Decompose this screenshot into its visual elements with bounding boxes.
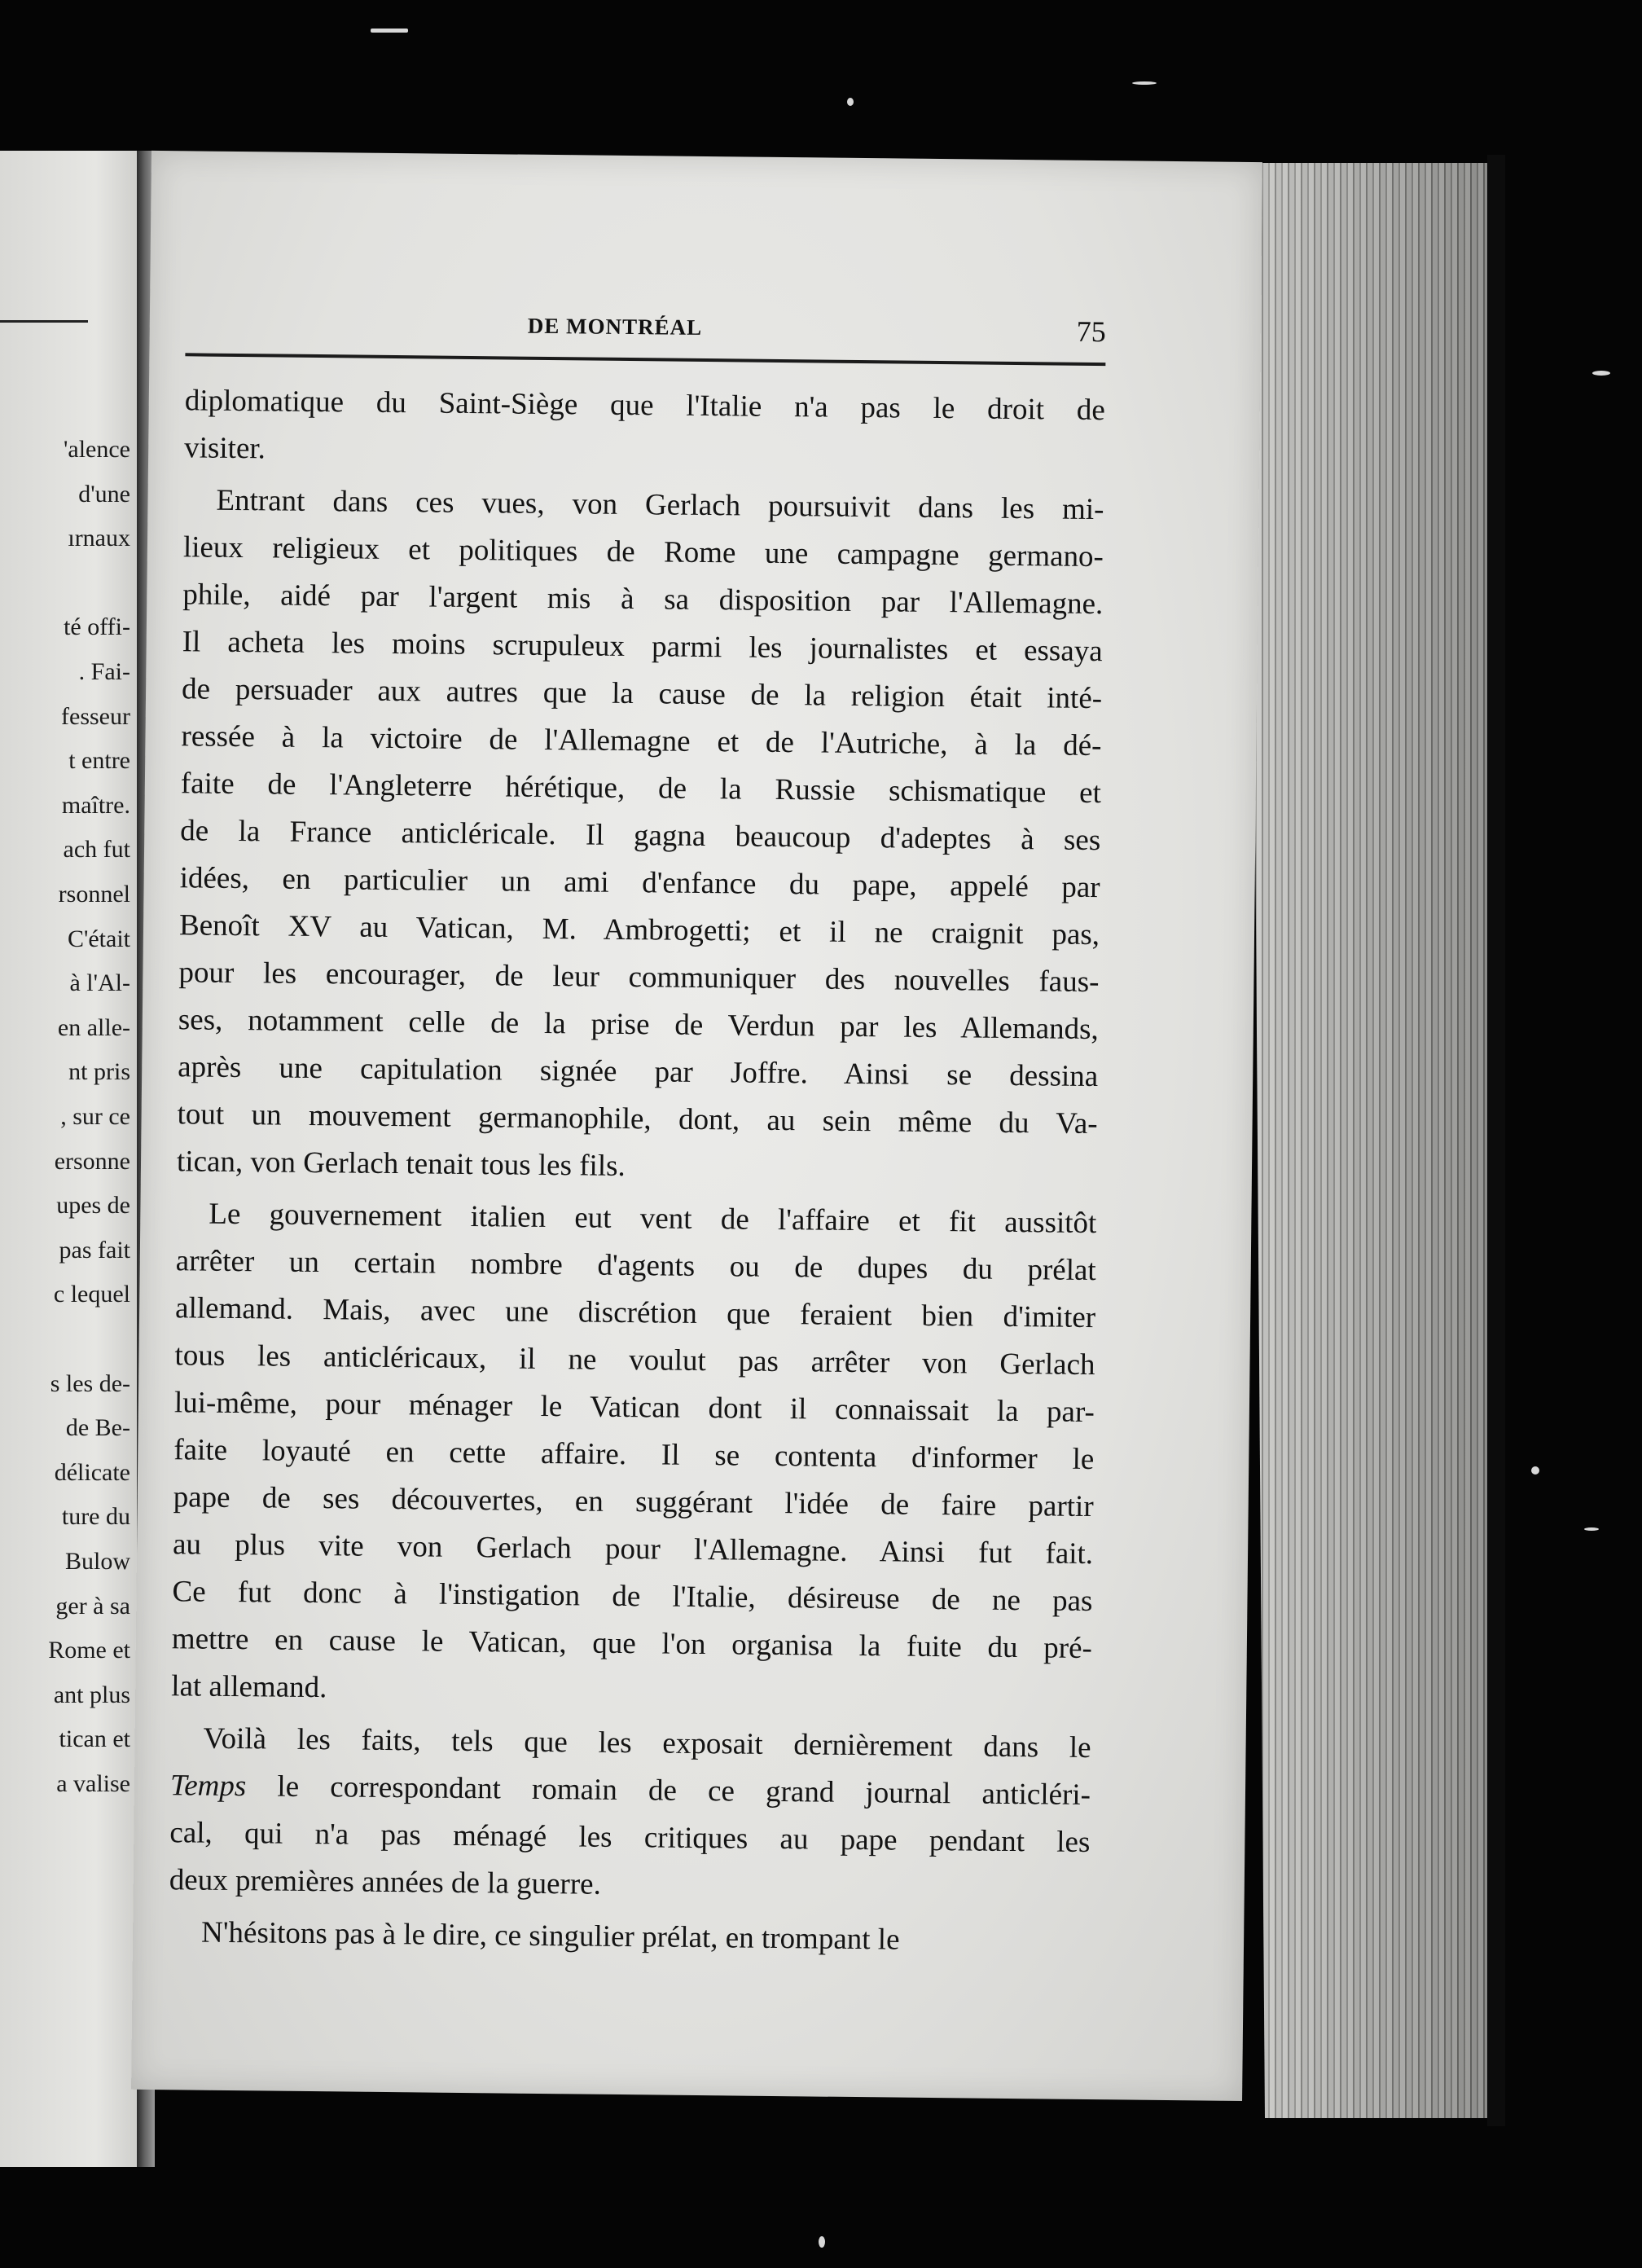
- paragraph: [169, 1909, 1090, 1966]
- paragraph: [184, 377, 1105, 481]
- fore-edge-shading: [1250, 163, 1495, 2118]
- text-line: lieux religieux et politiques de Rome une campagne germano-: [182, 530, 1104, 574]
- text-line: arrêter un certain nombre d'agents ou de dupes du prélat: [175, 1244, 1096, 1288]
- text-line: ses, notamment celle de la prise de Verdun par les Allemands,: [178, 1003, 1100, 1047]
- left-page-line: 'alence: [63, 436, 130, 463]
- left-page-line: d'une: [78, 480, 130, 508]
- text-line: après une capitulation signée par Joffre. Ainsi se dessina: [178, 1050, 1099, 1094]
- paragraph: [169, 1715, 1091, 1914]
- left-page-line: upes de: [56, 1192, 130, 1220]
- text-line: Ce fut donc à l'instigation de l'Italie, désireuse de ne pas: [172, 1575, 1093, 1619]
- speck: [847, 98, 854, 106]
- text-line: faite de l'Angleterre hérétique, de la Russie schismatique et: [180, 767, 1102, 811]
- left-page-line: Rome et: [48, 1637, 130, 1664]
- text-line: deux premières années de la guerre.: [169, 1863, 602, 1901]
- left-page-line: ersonne: [54, 1147, 130, 1175]
- left-page-line: de Be-: [65, 1414, 130, 1442]
- text-line: tican, von Gerlach tenait tous les fils.: [176, 1145, 626, 1184]
- text-line: ressée à la victoire de l'Allemagne et de l'Autriche, à la dé-: [181, 719, 1102, 763]
- left-page-line: délicate: [54, 1458, 130, 1486]
- left-page-line: fesseur: [61, 702, 130, 730]
- text-line: mettre en cause le Vatican, que l'on organisa la fuite du pré-: [171, 1622, 1093, 1666]
- text-line: de persuader aux autres que la cause de la religion était inté-: [181, 672, 1103, 716]
- left-page-line: nt pris: [68, 1058, 130, 1086]
- page-body: [169, 377, 1105, 1971]
- left-page-line: à l'Al-: [69, 969, 130, 997]
- speck: [1132, 81, 1157, 85]
- text-line: faite loyauté en cette affaire. Il se contenta d'informer le: [173, 1433, 1095, 1477]
- text-line: au plus vite von Gerlach pour l'Allemagne. Ainsi fut fait.: [172, 1527, 1094, 1571]
- left-page-line: a valise: [56, 1770, 130, 1797]
- left-page-line: s les de-: [50, 1369, 130, 1397]
- left-page-line: t entre: [68, 747, 130, 775]
- left-page-line: c lequel: [53, 1281, 130, 1308]
- left-page-line: ırnaux: [68, 525, 130, 552]
- paragraph: [171, 1190, 1097, 1720]
- text-line: Benoît XV au Vatican, M. Ambrogetti; et il ne craignit pas,: [178, 908, 1100, 952]
- left-page-line: ant plus: [53, 1681, 130, 1708]
- speck: [1592, 371, 1610, 376]
- left-page-line: maître.: [61, 791, 130, 819]
- left-page-line: en alle-: [57, 1013, 130, 1041]
- speck: [819, 2236, 825, 2248]
- speck: [1584, 1527, 1599, 1531]
- text-line: pape de ses découvertes, en suggérant l'idée de faire partir: [173, 1480, 1094, 1524]
- book-cover-edge: [1487, 155, 1505, 2126]
- text-line: Temps le correspondant romain de ce grand journal anticléri-: [169, 1769, 1091, 1813]
- left-page-line: rsonnel: [58, 881, 130, 908]
- text-line: Entrant dans ces vues, von Gerlach poursuivit dans les mi-: [216, 483, 1104, 527]
- paragraph: [177, 477, 1104, 1195]
- text-line: pour les encourager, de leur communiquer des nouvelles faus-: [178, 956, 1100, 1000]
- left-page-line: ture du: [61, 1503, 130, 1531]
- text-line: lui-même, pour ménager le Vatican dont il connaissait la par-: [173, 1386, 1095, 1430]
- text-line: Le gouvernement italien eut vent de l'affaire et fit aussitôt: [209, 1197, 1097, 1241]
- header-rule: [185, 353, 1105, 366]
- text-line: N'hésitons pas à le dire, ce singulier prélat, en trompant le: [200, 1915, 900, 1957]
- left-page-line: ger à sa: [55, 1592, 130, 1620]
- text-line: phile, aidé par l'argent mis à sa disposition par l'Allemagne.: [182, 578, 1104, 622]
- running-head: DE MONTRÉAL: [527, 313, 703, 340]
- text-line: tout un mouvement germanophile, dont, au sein même du Va-: [177, 1097, 1098, 1141]
- text-line: de la France anticléricale. Il gagna beaucoup d'adeptes à ses: [180, 814, 1101, 858]
- text-line: visiter.: [184, 431, 266, 466]
- text-line: diplomatique du Saint-Siège que l'Italie n'a pas le droit de: [184, 384, 1105, 428]
- left-page-line: . Fai-: [78, 658, 130, 685]
- left-page-line: ach fut: [63, 836, 130, 864]
- left-page-line: té offi-: [64, 613, 130, 641]
- text-line: cal, qui n'a pas ménagé les critiques au pape pendant les: [169, 1816, 1091, 1860]
- speck: [1531, 1466, 1539, 1475]
- left-page-line: C'était: [67, 925, 130, 952]
- text-line: allemand. Mais, avec une discrétion que feraient bien d'imiter: [174, 1291, 1096, 1335]
- text-line: Il acheta les moins scrupuleux parmi les journalistes et essaya: [182, 625, 1103, 669]
- newspaper-title: Temps: [169, 1769, 247, 1804]
- left-page-line: pas fait: [59, 1236, 130, 1264]
- left-facing-page: [0, 151, 137, 2167]
- left-page-line: , sur ce: [60, 1103, 130, 1130]
- text-line: lat allemand.: [171, 1669, 327, 1705]
- main-page: [131, 151, 1262, 2101]
- text-line: idées, en particulier un ami d'enfance du pape, appelé par: [179, 861, 1100, 905]
- left-page-rule: [0, 320, 88, 323]
- left-page-line: Bulow: [64, 1548, 130, 1575]
- page-header: [186, 310, 1106, 355]
- speck: [371, 29, 408, 33]
- text-line: tous les anticléricaux, il ne voulut pas arrêter von Gerlach: [174, 1338, 1095, 1382]
- page-number: 75: [1076, 314, 1106, 349]
- text-line: Voilà les faits, tels que les exposait dernièrement dans le: [203, 1721, 1091, 1765]
- left-page-line: tican et: [59, 1725, 130, 1753]
